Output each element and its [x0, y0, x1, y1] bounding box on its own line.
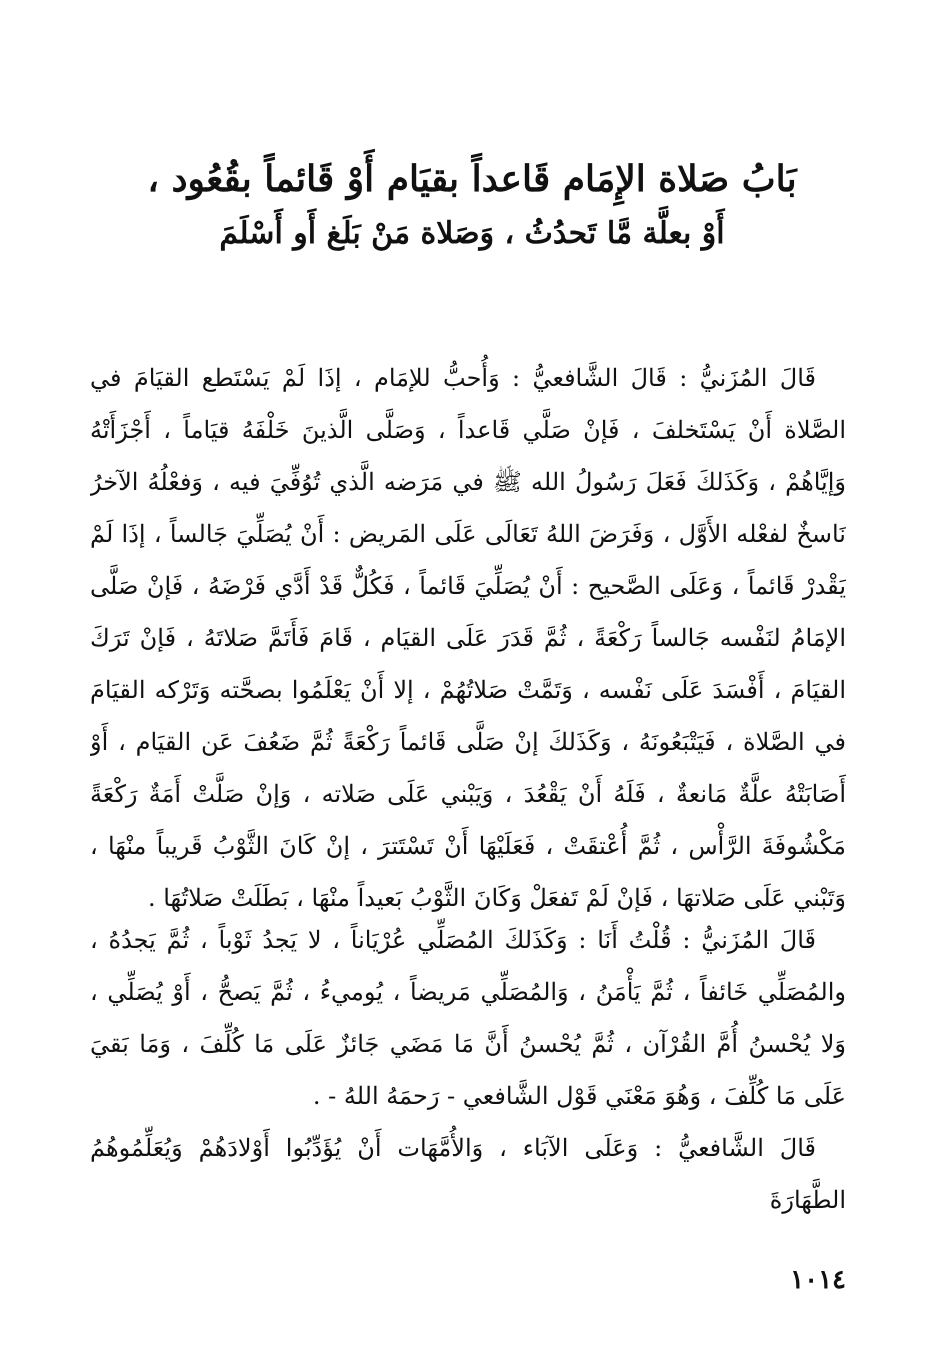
chapter-title	[120, 150, 824, 260]
page-number: ١٠١٤	[790, 1265, 846, 1295]
paragraph-1: قَالَ المُزَنيُّ : قَالَ الشَّافعيُّ : وَأُحبُّ للإمَام ، إذَا لَمْ يَسْتَطع القيَامَ في الصَّلاة أَنْ يَسْتَخلفَ ، فَإنْ صَلَّي قَاعداً ، وَصَلَّى الَّذينَ خَلْفَهُ قيَاماً ، أَجْزَأَتْهُ وَإيَّاهُمْ ، وَكَذَلكَ فَعَلَ رَسُولُ الله ﷺ في مَرَضه الَّذي تُوُفِّيَ فيه ، وَفعْلُهُ الآخرُ نَاسخٌ لفعْله الأَوَّل ، وَفَرَضَ اللهُ تَعَالَى عَلَى المَريض : أَنْ يُصَلِّيَ جَالساً ، إذَا لَمْ يَقْدرْ قَائماً ، وَعَلَى الصَّحيح : أَنْ يُصَلِّيَ قَائماً ، فَكُلٌّ قَدْ أَدَّي فَرْضَهُ ، فَإنْ صَلَّى الإمَامُ لنَفْسه جَالساً رَكْعَةً ، ثُمَّ قَدَرَ عَلَى القيَام ، قَامَ فَأَتَمَّ صَلاتَهُ ، فَإنْ تَرَكَ القيَامَ ، أَفْسَدَ عَلَى نَفْسه ، وَتَمَّتْ صَلاتُهُمْ ، إلا أَنْ يَعْلَمُوا بصحَّته وَتَرْكه القيَامَ في الصَّلاة ، فَيَتْبَعُونَهُ ، وَكَذَلكَ إنْ صَلَّى قَائماً رَكْعَةً ثُمَّ ضَعُفَ عَن القيَام ، أَوْ أَصَابَتْهُ علَّةٌ مَانعةٌ ، فَلَهُ أَنْ يَقْعُدَ ، وَيَبْني عَلَى صَلاته ، وَإنْ صَلَّتْ أَمَةٌ رَكْعَةً مَكْشُوفَةَ الرَّأْس ، ثُمَّ أُعْتقَتْ ، فَعَلَيْهَا أَنْ تَسْتَترَ ، إنْ كَانَ الثَّوْبُ قَريباً منْهَا ، وَتَبْني عَلَى صَلاتهَا ، فَإنْ لَمْ تَفعَلْ وَكَانَ الثَّوْبُ بَعيداً منْهَا ، بَطَلَتْ صَلاتُهَا .	[90, 364, 846, 912]
paragraph-3: قَالَ الشَّافعيُّ : وَعَلَى الآبَاء ، وَالأُمَّهَات أَنْ يُؤَدِّبُوا أَوْلادَهُمْ وَيُعَلِّمُوهُمُ الطَّهَارَةَ	[90, 1134, 846, 1214]
body-text	[90, 352, 846, 1226]
chapter-title-line-1: بَابُ صَلاة الإِمَام قَاعداً بقيَام أَوْ قَائماً بقُعُود ،	[147, 158, 797, 200]
chapter-title-line-2: أَوْ بعلَّة مَّا تَحدُثُ ، وَصَلاة مَنْ بَلَغ أَو أَسْلَمَ	[219, 216, 725, 251]
paragraph-2: قَالَ المُزَنيُّ : قُلْتُ أَنَا : وَكَذَلكَ المُصَلِّي عُرْيَاناً ، لا يَجدُ ثَوْباً ، ثُمَّ يَجدُهُ ، والمُصَلِّي خَائفاً ، ثُمَّ يَأْمَنُ ، وَالمُصَلِّي مَريضاً ، يُوميءُ ، ثُمَّ يَصحُّ ، أَوْ يُصَلِّي ، وَلا يُحْسنُ أُمَّ القُرْآن ، ثُمَّ يُحْسنُ أَنَّ مَا مَضَي جَائزٌ عَلَى مَا كُلِّفَ ، وَمَا بَقيَ عَلَى مَا كُلِّفَ ، وَهُوَ مَعْنَي قَوْل الشَّافعي - رَحمَهُ اللهُ - .	[90, 926, 846, 1110]
